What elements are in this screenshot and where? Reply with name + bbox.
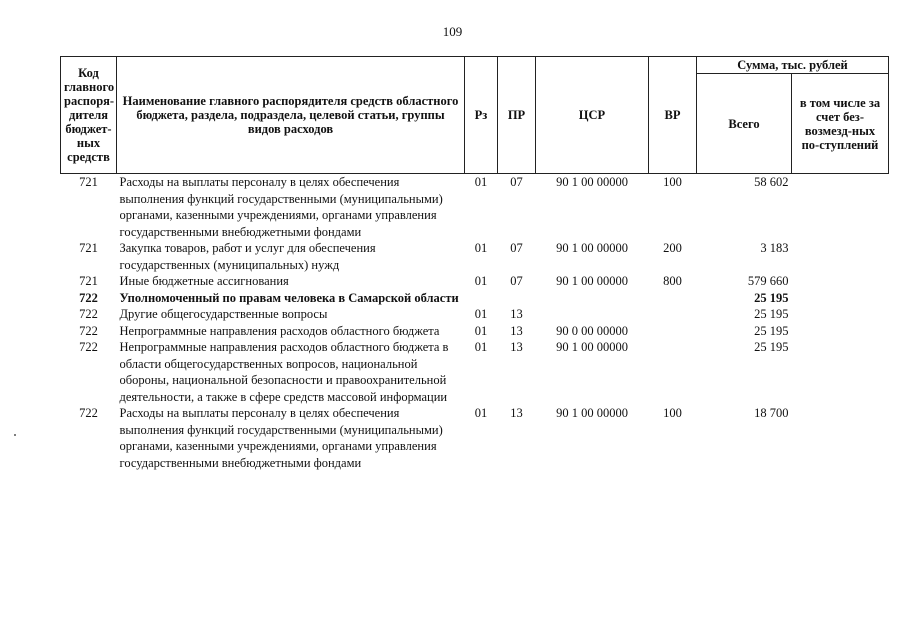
cell-pr: 07 — [510, 274, 523, 288]
cell-code: 722 — [79, 406, 98, 420]
cell-incl — [792, 273, 889, 290]
cell-pr: 13 — [510, 340, 523, 354]
budget-table — [60, 56, 889, 471]
cell-name: Уполномоченный по правам человека в Самарской области — [119, 290, 459, 305]
table-header — [61, 57, 889, 174]
cell-name: Расходы на выплаты персоналу в целях обеспечения выполнения функций государственными (муниципальными) органами, казенными учреждениями, органами управления государственными внебюджетными фондами — [119, 406, 443, 470]
cell-pr: 13 — [510, 307, 523, 321]
cell-pr: 13 — [510, 406, 523, 420]
cell-rz: 01 — [474, 323, 488, 338]
cell-name: Непрограммные направления расходов областного бюджета — [119, 323, 440, 338]
cell-csr — [536, 306, 649, 323]
cell-name: Другие общегосударственные вопросы — [119, 307, 328, 321]
table-row — [61, 323, 889, 340]
cell-name: Расходы на выплаты персоналу в целях обеспечения выполнения функций государственными (муниципальными) органами, казенными учреждениями, органами управления государственными внебюджетными фондами — [119, 175, 443, 239]
cell-total: 579 660 — [747, 274, 789, 288]
cell-name: Непрограммные направления расходов областного бюджета в области общегосударственных вопросов, национальной обороны, национальной безопасности и правоохранительной деятельности, а также в сфере средств массовой информации — [119, 340, 449, 404]
header-incl: в том числе за счет без-возмезд-ных по-ступлений — [792, 74, 889, 174]
table-row — [61, 240, 889, 273]
cell-code: 722 — [79, 290, 98, 305]
cell-incl — [792, 240, 889, 273]
cell-vr — [649, 290, 697, 307]
cell-pr: 07 — [510, 175, 523, 189]
cell-code: 722 — [79, 307, 98, 321]
cell-rz: 01 — [474, 307, 488, 321]
header-code: Код главного распоря-дителя бюджет-ных средств — [61, 57, 117, 174]
table-row — [61, 306, 889, 323]
cell-rz: 01 — [474, 241, 488, 255]
cell-pr: 07 — [510, 241, 523, 255]
table-row — [61, 290, 889, 307]
cell-incl — [792, 290, 889, 307]
table-row — [61, 273, 889, 290]
cell-total: 3 183 — [760, 241, 789, 255]
cell-csr: 90 1 00 00000 — [556, 340, 628, 354]
cell-code: 721 — [79, 274, 98, 288]
cell-csr: 90 1 00 00000 — [556, 175, 628, 189]
cell-vr: 100 — [663, 406, 682, 420]
cell-csr: 90 1 00 00000 — [556, 241, 628, 255]
table-row — [61, 174, 889, 241]
cell-csr: 90 0 00 00000 — [556, 323, 628, 338]
cell-total: 25 195 — [754, 290, 789, 305]
cell-incl — [792, 323, 889, 340]
scan-speck — [14, 434, 16, 436]
cell-total: 58 602 — [754, 175, 789, 189]
cell-name: Закупка товаров, работ и услуг для обеспечения государственных (муниципальных) нужд — [119, 241, 376, 272]
cell-incl — [792, 306, 889, 323]
header-total: Всего — [697, 74, 792, 174]
cell-code: 722 — [79, 340, 98, 354]
cell-vr: 800 — [663, 274, 682, 288]
cell-vr — [649, 306, 697, 323]
header-csr: ЦСР — [536, 57, 649, 174]
table-row — [61, 339, 889, 405]
page-number: 109 — [442, 24, 463, 39]
cell-code: 722 — [79, 323, 98, 338]
table-row — [61, 405, 889, 471]
cell-name: Иные бюджетные ассигнования — [119, 274, 289, 288]
cell-rz: 01 — [474, 340, 488, 354]
header-vr: ВР — [649, 57, 697, 174]
cell-total: 25 195 — [754, 340, 789, 354]
cell-pr: 13 — [510, 323, 523, 338]
cell-csr: 90 1 00 00000 — [556, 406, 628, 420]
header-sum-group: Сумма, тыс. рублей — [697, 57, 889, 74]
cell-vr: 100 — [663, 175, 682, 189]
cell-total: 25 195 — [754, 323, 789, 338]
cell-incl — [792, 405, 889, 471]
header-rz: Рз — [465, 57, 498, 174]
cell-code: 721 — [79, 175, 98, 189]
cell-pr — [498, 290, 536, 307]
cell-rz: 01 — [474, 406, 488, 420]
header-pr: ПР — [498, 57, 536, 174]
cell-csr: 90 1 00 00000 — [556, 274, 628, 288]
cell-incl — [792, 339, 889, 405]
cell-vr: 200 — [663, 241, 682, 255]
cell-vr — [649, 339, 697, 405]
cell-csr — [536, 290, 649, 307]
header-name: Наименование главного распорядителя средств областного бюджета, раздела, подраздела, целевой статьи, группы видов расходов — [117, 57, 465, 174]
cell-code: 721 — [79, 241, 98, 255]
cell-rz — [465, 290, 498, 307]
cell-rz: 01 — [474, 274, 488, 288]
table-body — [61, 174, 889, 472]
cell-rz: 01 — [474, 175, 488, 189]
cell-vr — [649, 323, 697, 340]
cell-incl — [792, 174, 889, 241]
cell-total: 25 195 — [754, 307, 789, 321]
cell-total: 18 700 — [754, 406, 789, 420]
